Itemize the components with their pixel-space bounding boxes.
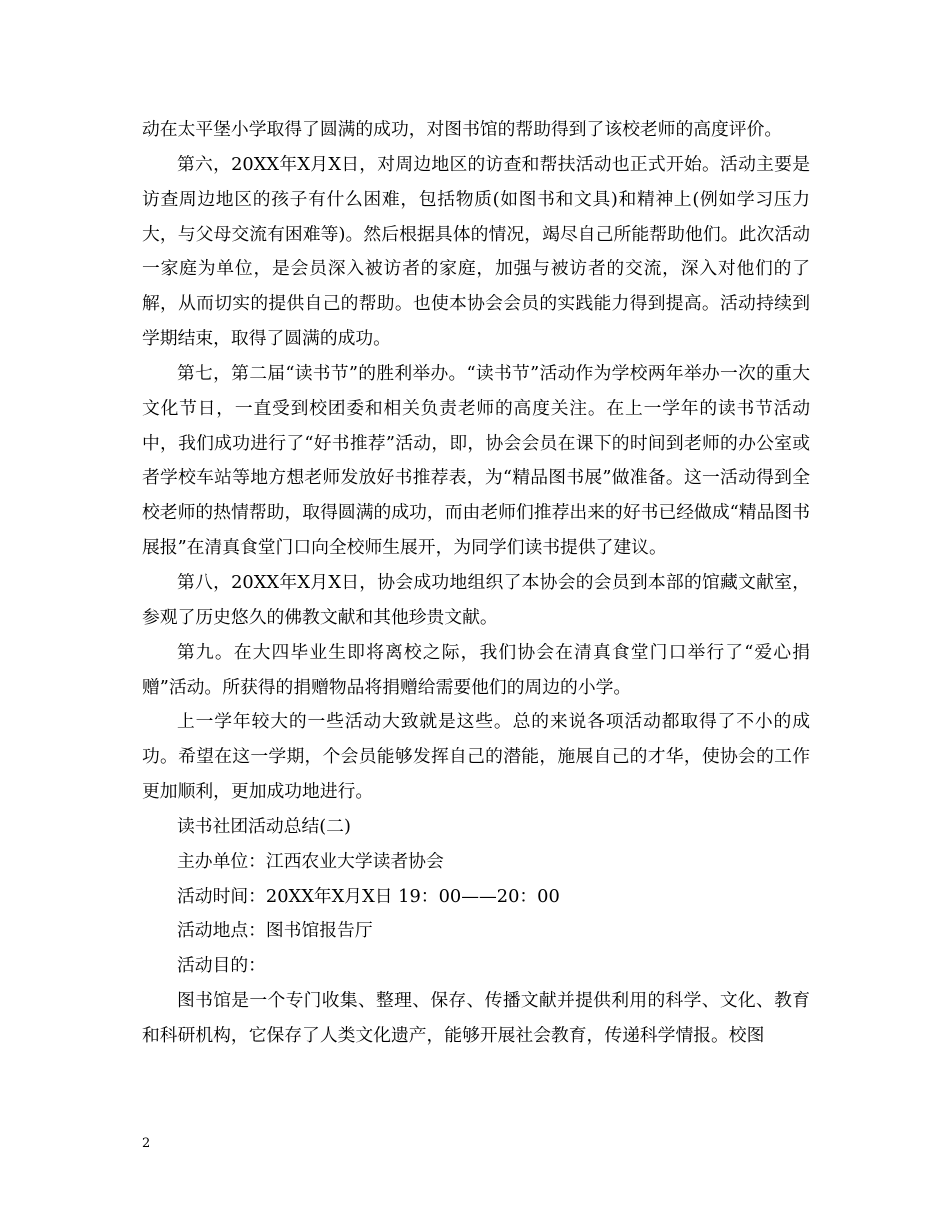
paragraph-item-seven: 第七，第二届“读书节”的胜利举办。“读书节”活动作为学校两年举办一次的重大文化节日，一直受到校团委和相关负责老师的高度关注。在上一学年的读书节活动中，我们成功进行了“好书推荐”活动，即，协会会员在课下的时间到老师的办公室或者学校车站等地方想老师发放好书推荐表，为“精品图书展”做准备。这一活动得到全校老师的热情帮助，取得圆满的成功，而由老师们推荐出来的好书已经做成“精品图书展报”在清真食堂门口向全校师生展开，为同学们读书提供了建议。 <box>142 362 810 559</box>
event-purpose-heading: 活动目的： <box>177 955 266 977</box>
event-time-line: 活动时间：20XX年X月X日 19：00——20：00 <box>177 885 560 907</box>
paragraph-item-nine: 第九。在大四毕业生即将离校之际，我们协会在清真食堂门口举行了“爱心捐赠”活动。所获得的捐赠物品将捐赠给需要他们的周边的小学。 <box>142 641 810 698</box>
event-location-line: 活动地点：图书馆报告厅 <box>177 920 373 942</box>
paragraph-summary: 上一学年较大的一些活动大致就是这些。总的来说各项活动都取得了不小的成功。希望在这一学期，个会员能够发挥自己的潜能，施展自己的才华，使协会的工作更加顺利，更加成功地进行。 <box>142 711 810 803</box>
paragraph-item-eight: 第八，20XX年X月X日，协会成功地组织了本协会的会员到本部的馆藏文献室，参观了历史悠久的佛教文献和其他珍贵文献。 <box>142 571 810 628</box>
section-title: 读书社团活动总结(二) <box>177 815 351 837</box>
paragraph-item-six: 第六，20XX年X月X日，对周边地区的访查和帮扶活动也正式开始。活动主要是访查周边地区的孩子有什么困难，包括物质(如图书和文具)和精神上(例如学习压力大，与父母交流有困难等)。然后根据具体的情况，竭尽自己所能帮助他们。此次活动一家庭为单位，是会员深入被访者的家庭，加强与被访者的交流，深入对他们的了解，从而切实的提供自己的帮助。也使本协会会员的实践能力得到提高。活动持续到学期结束，取得了圆满的成功。 <box>142 153 810 350</box>
document-body <box>142 113 810 1054</box>
paragraph-purpose: 图书馆是一个专门收集、整理、保存、传播文献并提供利用的科学、文化、教育和科研机构，它保存了人类文化遗产，能够开展社会教育，传递科学情报。校图 <box>142 990 810 1046</box>
paragraph-continuation: 动在太平堡小学取得了圆满的成功，对图书馆的帮助得到了该校老师的高度评价。 <box>142 119 783 140</box>
page-number: 2 <box>142 1136 151 1151</box>
organizer-line: 主办单位：江西农业大学读者协会 <box>177 850 444 872</box>
